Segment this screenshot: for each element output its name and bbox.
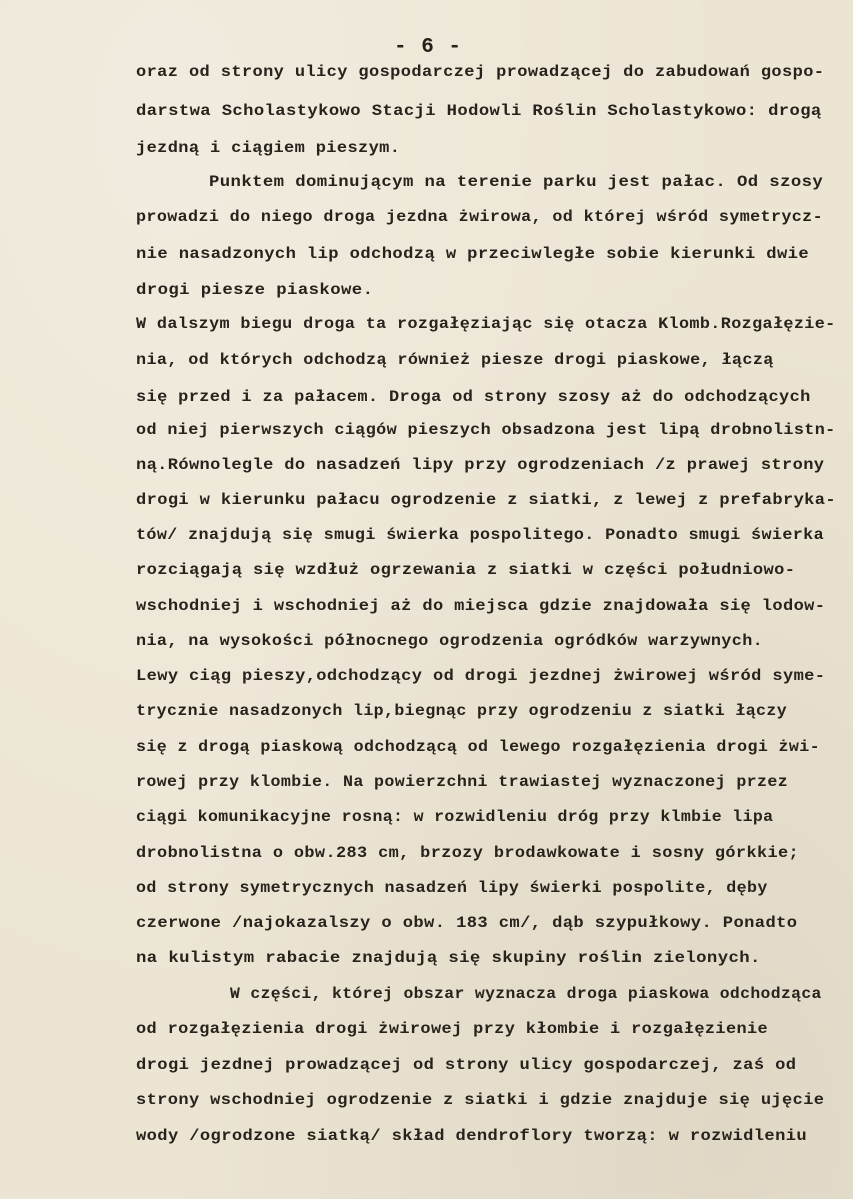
text-line: na kulistym rabacie znajdują się skupiny roślin zielonych.	[136, 949, 761, 967]
text-line: od niej pierwszych ciągów pieszych obsadzona jest lipą drobnolistn-	[136, 421, 836, 439]
text-line: oraz od strony ulicy gospodarczej prowadzącej do zabudowań gospo-	[136, 63, 825, 81]
text-line: nia, od których odchodzą również piesze drogi piaskowe, łączą	[136, 351, 774, 369]
text-line: drogi piesze piaskowe.	[136, 281, 374, 299]
page-number: - 6 -	[394, 36, 463, 59]
text-line: się przed i za pałacem. Droga od strony szosy aż do odchodzących	[136, 388, 811, 406]
text-line: drobnolistna o obw.283 cm, brzozy brodawkowate i sosny górkkie;	[136, 844, 800, 862]
text-line: wschodniej i wschodniej aż do miejsca gdzie znajdowała się lodow-	[136, 597, 826, 615]
text-line: prowadzi do niego droga jezdna żwirowa, od której wśród symetrycz-	[136, 208, 824, 226]
text-line: rozciągają się wzdłuż ogrzewania z siatki w części południowo-	[136, 561, 796, 579]
text-line: tów/ znajdują się smugi świerka pospolitego. Ponadto smugi świerka	[136, 526, 825, 544]
text-line: ną.Równolegle do nasadzeń lipy przy ogrodzeniach /z prawej strony	[136, 456, 825, 474]
text-line: W części, której obszar wyznacza droga piaskowa odchodząca	[230, 985, 822, 1003]
text-line: wody /ogrodzone siatką/ skład dendroflory tworzą: w rozwidleniu	[136, 1127, 808, 1145]
text-line: drogi w kierunku pałacu ogrodzenie z siatki, z lewej z prefabryka-	[136, 491, 836, 509]
text-line: Punktem dominującym na terenie parku jest pałac. Od szosy	[209, 173, 824, 191]
text-line: od strony symetrycznych nasadzeń lipy świerki pospolite, dęby	[136, 879, 768, 897]
text-line: się z drogą piaskową odchodzącą od lewego rozgałęzienia drogi żwi-	[136, 738, 821, 756]
text-line: rowej przy klombie. Na powierzchni trawiastej wyznaczonej przez	[136, 773, 789, 791]
text-line: czerwone /najokazalszy o obw. 183 cm/, dąb szypułkowy. Ponadto	[136, 914, 798, 932]
text-line: W dalszym biegu droga ta rozgałęziając się otacza Klomb.Rozgałęzie-	[136, 315, 836, 333]
text-line: drogi jezdnej prowadzącej od strony ulicy gospodarczej, zaś od	[136, 1056, 797, 1074]
text-line: od rozgałęzienia drogi żwirowej przy kłombie i rozgałęzienie	[136, 1020, 769, 1038]
text-line: trycznie nasadzonych lip,biegnąc przy ogrodzeniu z siatki łączy	[136, 702, 788, 720]
text-line: jezdną i ciągiem pieszym.	[136, 139, 401, 157]
text-line: ciągi komunikacyjne rosną: w rozwidleniu dróg przy klmbie lipa	[136, 808, 774, 826]
text-line: Lewy ciąg pieszy,odchodzący od drogi jezdnej żwirowej wśród syme-	[136, 667, 826, 685]
text-line: darstwa Scholastykowo Stacji Hodowli Roślin Scholastykowo: drogą	[136, 102, 822, 120]
text-line: nia, na wysokości północnego ogrodzenia ogródków warzywnych.	[136, 632, 764, 650]
text-line: strony wschodniej ogrodzenie z siatki i gdzie znajduje się ujęcie	[136, 1091, 825, 1109]
text-line: nie nasadzonych lip odchodzą w przeciwległe sobie kierunki dwie	[136, 245, 810, 263]
